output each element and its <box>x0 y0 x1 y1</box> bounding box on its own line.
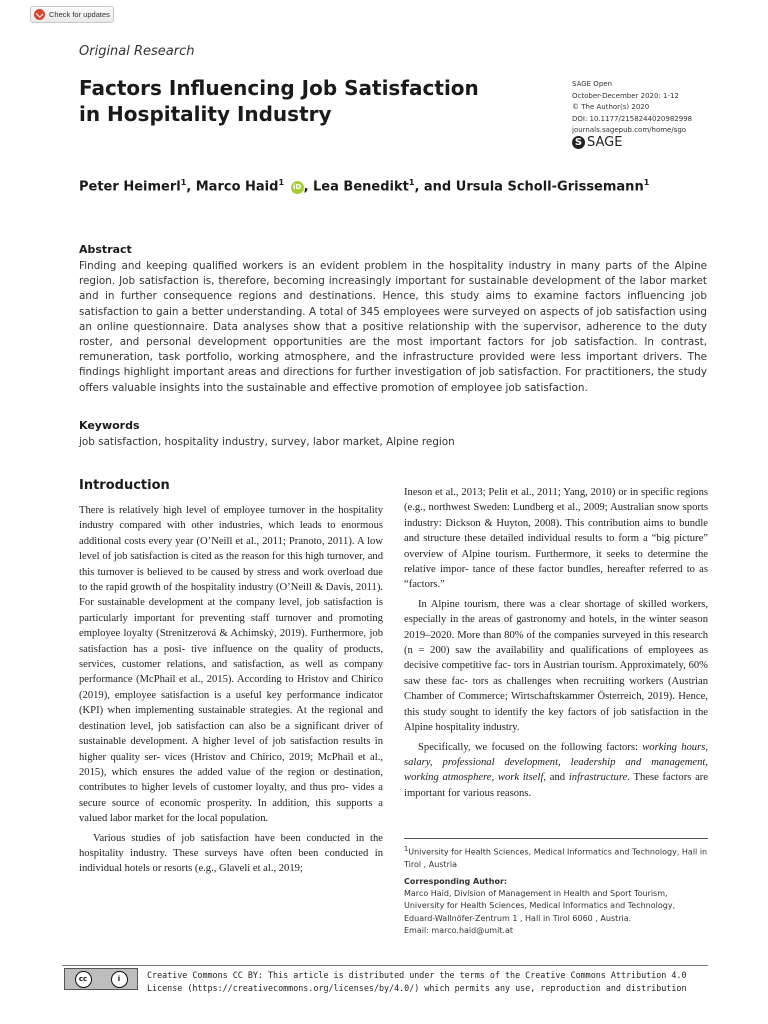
article-title <box>79 75 499 127</box>
footnotes <box>404 843 714 937</box>
text-run: Specifically, we focused on the following factors: <box>418 741 643 753</box>
check-for-updates-button[interactable] <box>30 6 114 23</box>
affiliation-marker: 1 <box>408 178 415 187</box>
keywords-heading: Keywords <box>79 419 140 432</box>
journal-url[interactable]: journals.sagepub.com/home/sgo <box>572 126 687 134</box>
affiliation-text: University for Health Sciences, Medical Informatics and Technology, Hall in Tirol , Austria <box>404 847 708 869</box>
check-updates-icon <box>34 9 45 20</box>
author-name[interactable]: , and Ursula Scholl-Grissemann <box>414 179 644 195</box>
body-paragraph: Ineson et al., 2013; Pelit et al., 2011; Yang, 2010) or in specific regions (e.g., northwest Sweden: Lundberg et al., 2009; Australian snow sports industry: Dickson & Huyton, 2008). This contribution aims to bundle and structure these detailed individual results to form a “big picture” overview of Alpine tourism. Furthermore, it seeks to determine the relative impor- tance of these factor bundles, hereafter referred to as “factors.” <box>404 487 708 591</box>
body-column-left <box>79 503 383 877</box>
license-text <box>147 969 687 995</box>
title-line: Factors Influencing Job Satisfaction <box>79 76 479 100</box>
text-run: . These factors are important for various reasons. <box>404 772 709 799</box>
journal-copyright: © The Author(s) 2020 <box>572 103 650 111</box>
author-list: Peter Heimerl$^1$, Marco Haid$^1$ iD , Lea Benedikt$^1$, and Ursula Scholl-Grissemann$^1$ <box>79 178 650 195</box>
orcid-icon[interactable]: iD <box>291 181 304 194</box>
cc-icon: cc <box>75 971 92 988</box>
journal-name: SAGE Open <box>572 80 613 88</box>
affiliation-marker: 1 <box>404 845 409 853</box>
body-paragraph: In Alpine tourism, there was a clear shortage of skilled workers, especially in the areas of gastronomy and hotels, in the winter season 2019–2020. More than 80% of the companies surveyed in this research (n = 200) saw the availability and qualifications of employees as decisive competitive fac- tors in Austrian tourism. Approximately, 60% saw these fac- tors as challenges when recruiting workers (Austrian Chamber of Commerce; Wirtschaftskammer Österreich, 2019). Hence, this study sought to identify the key factors of job satisfaction in the Alpine hospitality industry. <box>404 598 708 734</box>
journal-issue: October-December 2020: 1-12 <box>572 91 679 100</box>
introduction-heading: Introduction <box>79 478 170 493</box>
sage-s-icon: S <box>572 136 585 149</box>
title-line: in Hospitality Industry <box>79 102 332 126</box>
cc-by-badge[interactable] <box>64 968 138 990</box>
author-name[interactable]: Peter Heimerl <box>79 179 181 195</box>
text-run: and <box>546 772 569 784</box>
abstract-text: Finding and keeping qualified workers is an evident problem in the hospitality industry in many parts of the Alpine region. Job satisfaction is, therefore, becoming increasingly important for sustainable development of the labor market and in further consequence regions and destinations. Hence, this study aims to examine factors influencing job satisfaction to gain a better understanding. A total of 345 employees were surveyed on aspects of job satisfaction using an online questionnaire. Data analyses show that a positive relationship with the supervisor, adherence to the duty roster, and personal development opportunities are the most important factors for job satisfaction. In contrast, remuneration, task portfolio, working atmosphere, and the infrastructure provided were less important drivers. The findings highlight important areas and directions for further investigation of job satisfaction. For practitioners, the study offers valuable insights into the sustainable and effective promotion of employee job satisfaction. <box>79 260 707 394</box>
journal-info <box>572 79 692 137</box>
affiliation-marker: 1 <box>278 178 285 187</box>
footnote-divider <box>404 838 708 839</box>
check-updates-label: Check for updates <box>49 10 110 19</box>
body-paragraph <box>404 740 708 802</box>
affiliation-marker: 1 <box>643 178 650 187</box>
corresponding-author-heading: Corresponding Author: <box>404 877 508 887</box>
body-column-right <box>404 485 708 801</box>
body-paragraph: There is relatively high level of employee turnover in the hospitality industry compared with other industries, which leads to enormous additional costs every year (O’Neill et al., 2011; Pranoto, 2011). A low level of job satisfaction is cited as the reason for this high turnover, and this turnover is believed to be caused by stress and work overload due to the rapid growth of the hospitality industry (O’Neill & Davis, 2011). For sustainable development at the company level, job satisfaction is particularly important for preventing staff turnover and promoting employee loyalty (Strenitzerová & Achimský, 2019). Furthermore, job satisfaction has a posi- tive influence on the quality of products, services, customer relations, and satisfaction, as well as company performance (McPhail et al., 2015). According to Hristov and Chirico (2019), employee satisfaction is a useful key performance indicator (KPI) when implementing sustainable strategies. At the regional and destination level, job satisfaction can also be a significant driver of sustainable development. A higher level of job satisfaction results in higher quality ser- vices (Hristov and Chirico, 2019; McPhail et al., 2015), which ensures the added value of the region or destination, contributes to higher levels of customer loyalty, and thus pro- vides a secure source of economic prosperity. In addition, this supports a valued labor market for the local population. <box>79 505 383 825</box>
by-attribution-icon: i <box>111 971 128 988</box>
sage-logo-text: SAGE <box>587 135 623 150</box>
text-run-italic: infrastructure <box>568 772 628 784</box>
journal-doi[interactable]: DOI: 10.1177/2158244020982998 <box>572 114 693 123</box>
section-label: Original Research <box>79 44 195 59</box>
abstract-heading: Abstract <box>79 243 132 256</box>
license-divider <box>62 965 708 966</box>
license-line: Creative Commons CC BY: This article is distributed under the terms of the Creative Commons Attribution 4.0 <box>147 970 687 980</box>
corresponding-author-line: Marco Haid, Division of Management in Health and Sport Tourism, <box>404 889 668 899</box>
corresponding-author-line: Eduard-Wallnöfer-Zentrum 1 , Hall in Tirol 6060 , Austria. <box>404 913 632 923</box>
affiliation-marker: 1 <box>180 178 187 187</box>
sage-logo <box>572 135 622 150</box>
body-paragraph: Various studies of job satisfaction have been conducted in the hospitality industry. These surveys have often been conducted in individual hotels or resorts (e.g., Glaveli et al., 2019; <box>79 832 383 875</box>
affiliation-note <box>404 843 714 871</box>
author-name[interactable]: , Lea Benedikt <box>303 179 409 195</box>
author-name[interactable]: Marco Haid <box>195 179 279 195</box>
license-line[interactable]: License (https://creativecommons.org/licenses/by/4.0/) which permits any use, reproduction and distribution <box>147 983 687 993</box>
keywords-text: job satisfaction, hospitality industry, survey, labor market, Alpine region <box>79 436 455 448</box>
corresponding-author-line: University for Health Sciences, Medical Informatics and Technology, <box>404 901 676 911</box>
text-run-italic: working hours, salary, professional development, leadership and management, working atmosphere, work itself, <box>404 741 708 784</box>
corresponding-author-email[interactable]: Email: marco.haid@umit.at <box>404 925 514 935</box>
